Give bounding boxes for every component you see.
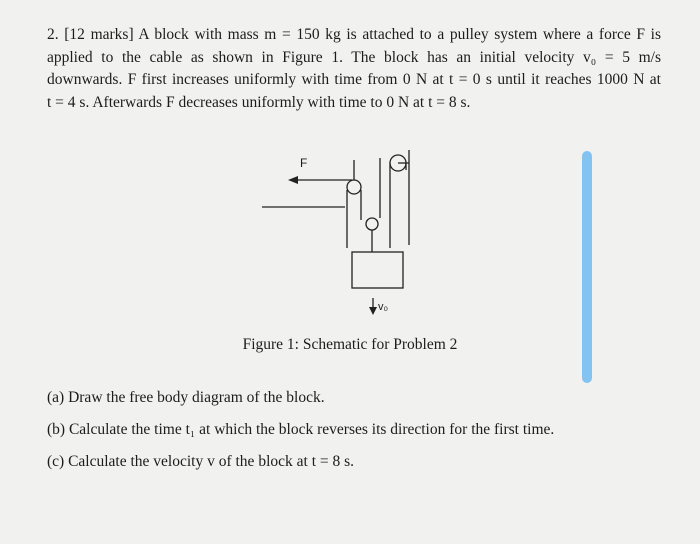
problem-line-2: applied to the cable as shown in Figure 1. The block has an initial velocity v₀ = 5 m/s	[47, 48, 661, 66]
problem-line-4: t = 4 s. Afterwards F decreases uniformly with time to 0 N at t = 8 s.	[47, 93, 471, 111]
lower-pulley	[366, 218, 378, 230]
block	[352, 252, 403, 288]
force-label: F	[300, 156, 308, 170]
scrollbar[interactable]	[582, 151, 592, 383]
question-c: (c) Calculate the velocity v of the block at t = 8 s.	[47, 453, 355, 470]
velocity-arrowhead	[369, 307, 377, 315]
figure-caption: Figure 1: Schematic for Problem 2	[242, 336, 458, 353]
problem-line-1: 2. [12 marks] A block with mass m = 150 kg is attached to a pulley system where a force F is	[47, 26, 661, 43]
problem-statement	[47, 24, 661, 114]
questions-list	[47, 387, 554, 483]
force-arrowhead	[288, 176, 298, 184]
problem-line-3: downwards. F first increases uniformly with time from 0 N at t = 0 s until it reaches 1000 N at	[47, 71, 661, 88]
question-b: (b) Calculate the time t₁ at which the block reverses its direction for the first time.	[47, 421, 555, 438]
question-a: (a) Draw the free body diagram of the block.	[47, 389, 325, 406]
velocity-label: v₀	[378, 301, 389, 313]
upper-left-pulley	[347, 180, 361, 194]
pulley-schematic	[250, 140, 450, 330]
